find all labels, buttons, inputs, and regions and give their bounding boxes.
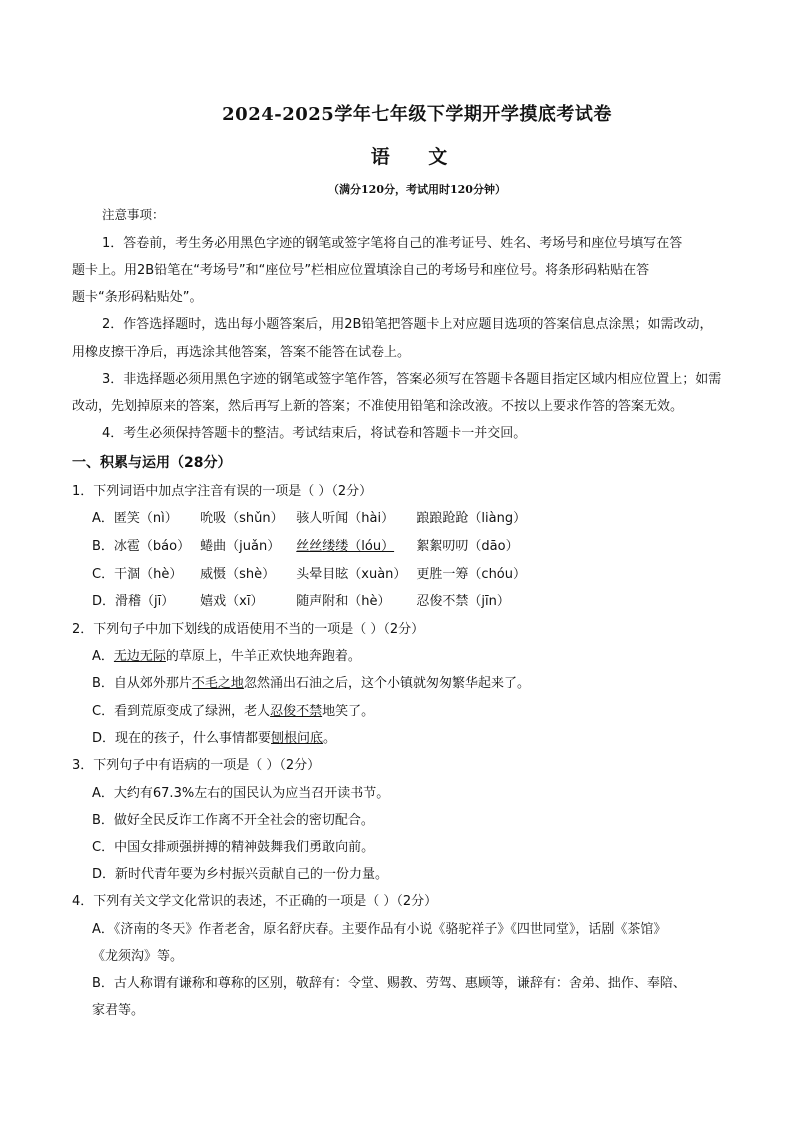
question-3-stem: 3．下列句子中有语病的一项是（ ）（2分） (72, 758, 321, 773)
q1-option-b (92, 538, 519, 556)
underlined-idiom: 无边无际 (113, 649, 166, 664)
q2-option-a (92, 648, 361, 666)
exam-title: 2024-2025学年七年级下学期开学摸底考试卷 (222, 104, 612, 125)
q1-option-a (92, 510, 526, 528)
notice-line: 改动，先划掉原来的答案，然后再写上新的答案；不准使用铅笔和涂改液。不按以上要求作答的答案无效。 (72, 399, 684, 414)
option-cell: 头晕目眩（xuàn） (296, 567, 407, 582)
option-cell: 蜷曲（juǎn） (200, 539, 281, 554)
option-text: 的草原上，牛羊正欢快地奔跑着。 (165, 649, 361, 664)
q3-option-c: C．中国女排顽强拼搏的精神鼓舞我们勇敢向前。 (92, 840, 375, 855)
underlined-idiom: 不毛之地 (191, 676, 244, 691)
q2-option-b (92, 675, 530, 693)
notice-line: 1．答卷前，考生务必用黑色字迹的钢笔或签字笔将自己的准考证号、姓名、考场号和座位号填写在答 (102, 236, 683, 251)
option-cell: 絮絮叨叨（dāo） (416, 539, 519, 554)
option-cell: 踉踉跄跄（liàng） (416, 511, 527, 526)
notice-line: 题卡上。用2B铅笔在“考场号”和“座位号”栏相应位置填涂自己的考场号和座位号。将条形码粘贴在答 (72, 263, 650, 278)
option-cell: 威慑（shè） (200, 567, 276, 582)
notice-line: 题卡“条形码粘贴处”。 (72, 290, 203, 305)
option-cell: 丝丝缕缕（lóu） (296, 539, 395, 554)
q4-option-b: B．古人称谓有谦称和尊称的区别，敬辞有：令堂、赐教、劳驾、惠顾等，谦辞有：舍弟、拙作、奉陪、 (92, 976, 686, 991)
q3-option-a: A．大约有67.3%左右的国民认为应当召开读书节。 (92, 786, 390, 801)
option-cell: 更胜一筹（chóu） (416, 567, 527, 582)
q1-option-c (92, 566, 526, 584)
option-cell: 吮吸（shǔn） (200, 511, 284, 526)
option-cell: A．匿笑（nì） (92, 511, 178, 526)
underlined-idiom: 刨根问底 (271, 731, 324, 746)
question-4-stem: 4．下列有关文学文化常识的表述，不正确的一项是（ ）（2分） (72, 894, 438, 909)
q1-option-d (92, 593, 510, 611)
q2-option-d (92, 730, 336, 748)
option-text: 地笑了。 (322, 704, 375, 719)
option-cell: 骇人听闻（hài） (296, 511, 395, 526)
notice-line: 3．非选择题必须用黑色字迹的钢笔或签字笔作答，答案必须写在答题卡各题目指定区域内相应位置上；如需 (102, 372, 722, 387)
q4-option-b-cont: 家君等。 (92, 1003, 145, 1018)
option-text: D．现在的孩子，什么事情都要 (92, 731, 272, 746)
option-cell: B．冰雹（báo） (92, 539, 191, 554)
subject-title: 语 文 (370, 146, 464, 168)
notice-heading: 注意事项： (102, 207, 165, 222)
q3-option-d: D．新时代青年要为乡村振兴贡献自己的一份力量。 (92, 867, 389, 882)
q3-option-b: B．做好全民反诈工作离不开全社会的密切配合。 (92, 813, 374, 828)
exam-meta: （满分120分，考试用时120分钟） (328, 183, 506, 196)
q4-option-a: A．《济南的冬天》作者老舍，原名舒庆春。主要作品有小说《骆驼祥子》《四世同堂》，话剧《茶馆》 (92, 922, 667, 937)
option-text: B．自从郊外那片 (92, 676, 192, 691)
question-1-stem: 1．下列词语中加点字注音有误的一项是（ ）（2分） (72, 484, 373, 499)
option-text: 。 (323, 731, 337, 746)
question-2-stem: 2．下列句子中加下划线的成语使用不当的一项是（ ）（2分） (72, 622, 425, 637)
underlined-idiom: 忍俊不禁 (270, 704, 323, 719)
option-cell: 随声附和（hè） (296, 594, 391, 609)
q4-option-a-cont: 《龙须沟》等。 (92, 949, 184, 964)
notice-line: 4．考生必须保持答题卡的整洁。考试结束后，将试卷和答题卡一并交回。 (102, 426, 527, 441)
q2-option-c (92, 703, 374, 721)
notice-line: 2．作答选择题时，选出每小题答案后，用2B铅笔把答题卡上对应题目选项的答案信息点涂黑；如需改动， (102, 317, 713, 332)
option-cell: C．干涸（hè） (92, 567, 183, 582)
option-cell: D．滑稽（jī） (92, 594, 175, 609)
option-text: A． (92, 649, 114, 664)
option-cell: 忍俊不禁（jīn） (416, 594, 510, 609)
option-cell: 嬉戏（xī） (200, 594, 264, 609)
option-text: C．看到荒原变成了绿洲，老人 (92, 704, 271, 719)
notice-line: 用橡皮擦干净后，再选涂其他答案，答案不能答在试卷上。 (72, 345, 411, 360)
option-text: 忽然涌出石油之后，这个小镇就匆匆繁华起来了。 (243, 676, 530, 691)
section-heading: 一、积累与运用（28分） (72, 455, 232, 471)
